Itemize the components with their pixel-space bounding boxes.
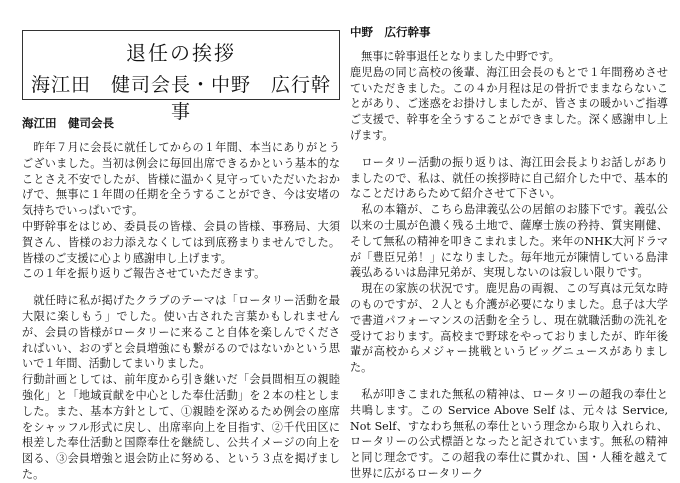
page-subtitle: 海江田 健司会長・中野 広行幹事: [30, 74, 331, 123]
paragraph: この１年を振り返りご報告させていただきます。: [22, 267, 266, 281]
left-column: [22, 115, 340, 483]
title-box: [22, 30, 340, 123]
page-title: 退任の挨拶: [126, 41, 236, 65]
paragraph: 現在の家族の状況です。鹿児島の両親、この写真は元気な時のものですが、２人とも介護が必要になりました。息子は大学で書道パフォーマンスの活動を全うし、現在就職活動の洗礼を受けております。高校まで野球をやっておりましたが、昨年後輩が高校からメジャー挑戦というビッグニュースがありました。: [350, 282, 668, 375]
paragraph: 昨年７月に会長に就任してからの１年間、本当にありがとうございました。当初は例会に毎回出席できるかという基本的なことさえ不安でしたが、皆様に温かく見守っていただいたおかげで、無事に１年間の任期を全うすることができ、今は安堵の気持ちでいっぱいです。: [22, 141, 340, 218]
paragraph: 鹿児島の同じ高校の後輩、海江田会長のもとで１年間務めさせていただきました。この４か月程は足の骨折でままならないことがあり、ご迷惑をお掛けしましたが、皆さまの暖かいご指導ご支援で、幹事を全うすることができました。深く感謝申し上げます。: [350, 65, 668, 142]
paragraph: 行動計画としては、前年度から引き継いだ「会員間相互の親睦強化」と「地域貢献を中心とした奉仕活動」を２本の柱としました。また、基本方針として、①親睦を深めるため例会の座席をシャッフル形式に戻し、出席率向上を目指す、②千代田区に根差した奉仕活動と国際奉仕を継続し、公共イメージの向上を図る、③会員増強と退会防止に努める、という３点を掲げました。: [22, 373, 340, 481]
paragraph: 就任時に私が掲げたクラブのテーマは「ロータリー活動を最大限に楽しもう」でした。使い古された言葉かもしれませんが、会員の皆様がロータリーに来ること自体を楽しんでくださればいい、おのずと会員増強にも繋がるのではないかという思いで１年間、活動してまいりました。: [22, 294, 340, 371]
paragraph: 私が叩きこまれた無私の精神は、ロータリーの超我の奉仕と共鳴します。この Service Above Self は、元々は Service, Not Self、すなわち無私の奉仕という理念から取り入れられ、ロータリーの公式標語となったと記されています。無私の精神と同じ理念です。この超我の奉仕に貫かれ、国・人種を越えて世界に広がるロータリーク: [350, 387, 668, 480]
section-heading-nakano: 中野 広行幹事: [350, 25, 431, 39]
paragraph: 無事に幹事退任となりました中野です。: [350, 50, 560, 63]
paragraph: 私の本籍が、こちら島津義弘公の居館のお膝下です。義弘公以来の士風が色濃く残る土地で、薩摩士族の矜持、質実剛健、そして無私の精神を叩きこまれました。来年のNHK大河ドラマが「豊臣兄弟！」になりました。毎年地元が陳情している島津義弘あるいは島津兄弟が、実現しないのは寂しい限りです。: [350, 203, 668, 280]
section-heading-kaieda: 海江田 健司会長: [22, 116, 114, 130]
right-column: [350, 24, 668, 482]
paragraph: 中野幹事をはじめ、委員長の皆様、会員の皆様、事務局、大須賀さん、皆様のお力添えなくしては到底務まりませんでした。皆様のご支援に心より感謝申し上げます。: [22, 219, 340, 265]
paragraph: ロータリー活動の振り返りは、海江田会長よりお話しがありましたので、私は、就任の挨拶時に自己紹介した中で、基本的なことだけあらためて紹介させて下さい。: [350, 155, 668, 201]
